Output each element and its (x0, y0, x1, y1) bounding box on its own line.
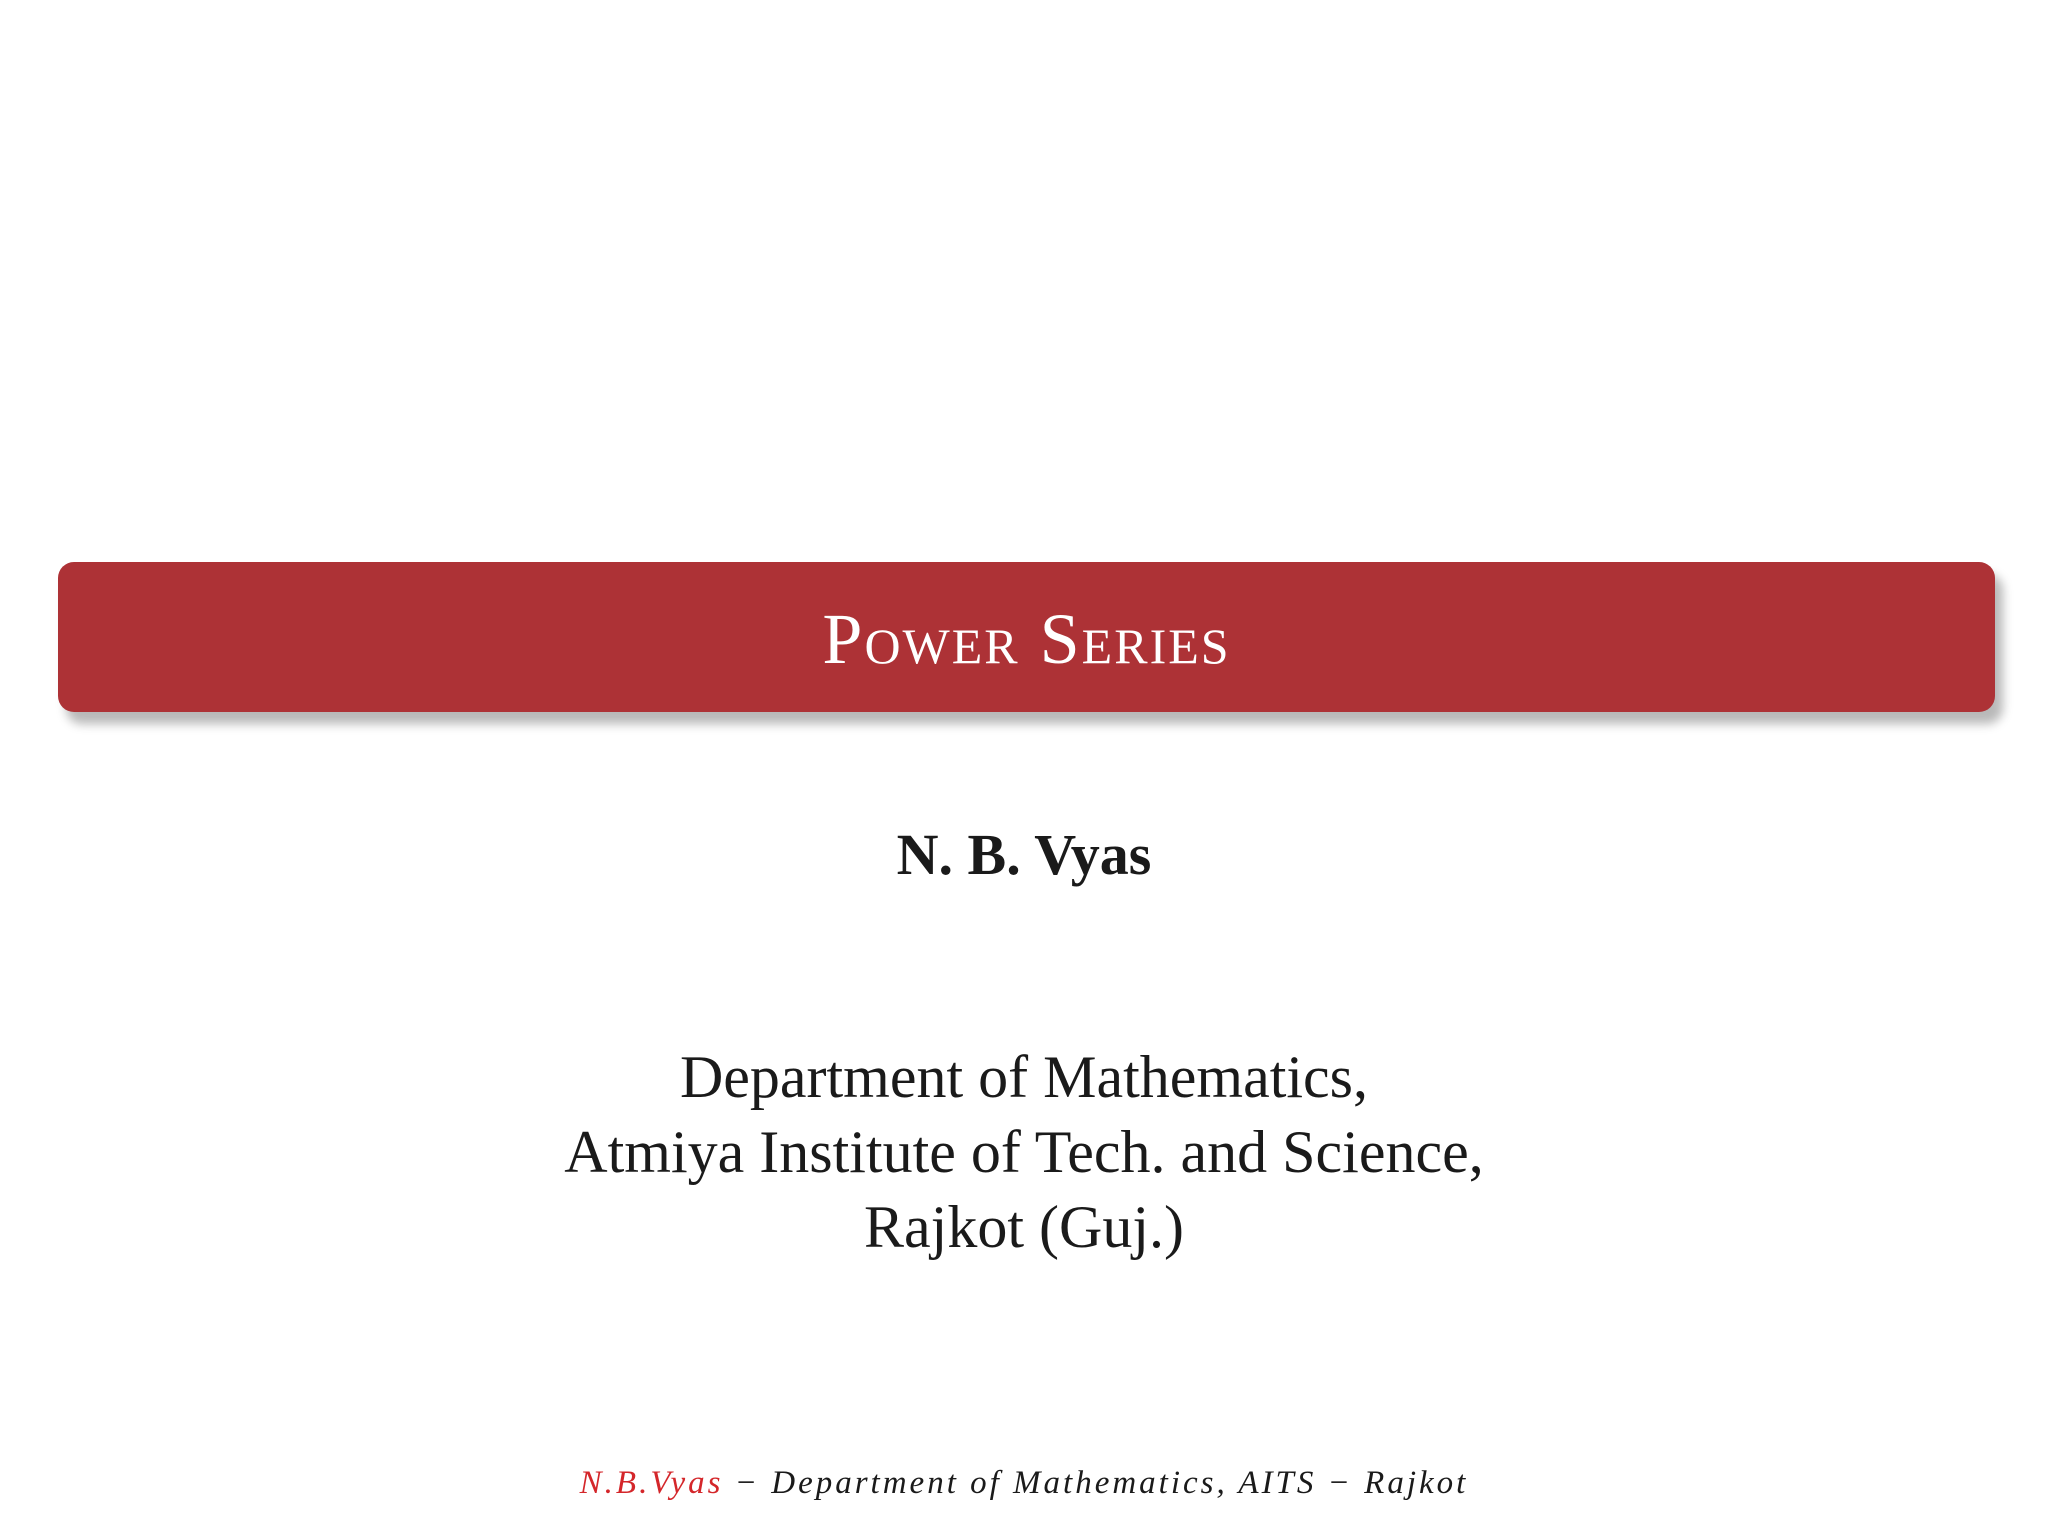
footer-affiliation: − Department of Mathematics, AITS − Rajkot (723, 1465, 1469, 1501)
slide-footer (0, 1463, 2048, 1503)
institute-line-department: Department of Mathematics, (679, 1044, 1369, 1110)
title-banner (58, 562, 1995, 712)
author-name: N. B. Vyas (896, 822, 1152, 887)
institute-line-city: Rajkot (Guj.) (864, 1194, 1184, 1260)
institute-line-institute: Atmiya Institute of Tech. and Science, (564, 1119, 1484, 1185)
footer-author: N.B.Vyas (579, 1465, 724, 1501)
slide-title: Power Series (822, 599, 1231, 679)
institute-block (0, 1040, 2048, 1265)
